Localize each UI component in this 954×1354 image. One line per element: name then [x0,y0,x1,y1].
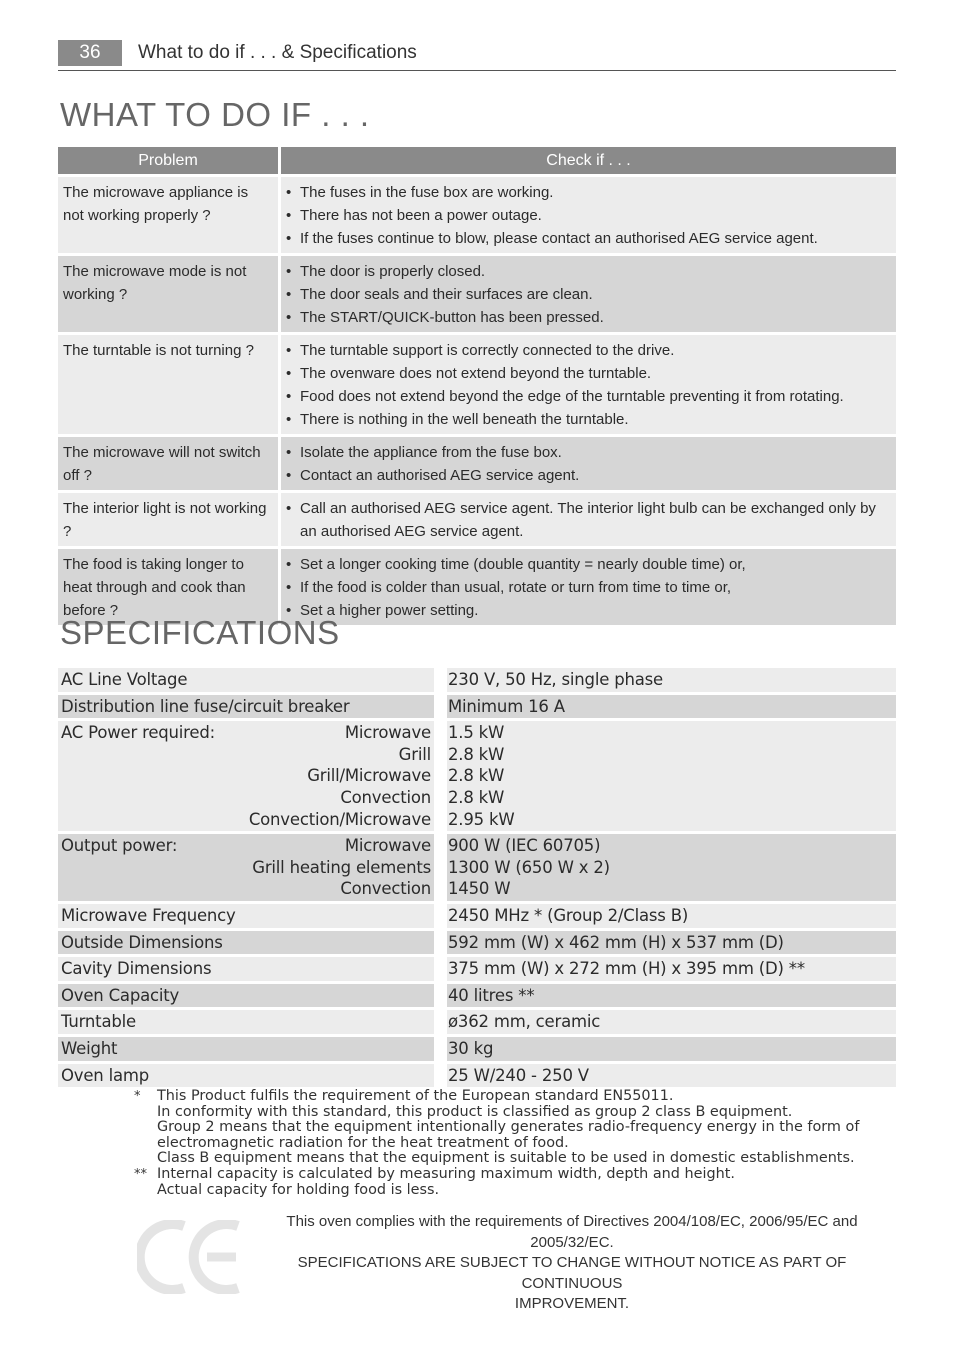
footnote-mark: * [134,1089,141,1104]
spec-label: AC Power required: [61,723,215,743]
spec-value: 30 kg [441,1035,897,1062]
footnote-line: This Product fulfils the requirement of the European standard EN55011. [157,1088,674,1104]
specifications-table [58,668,896,1087]
spec-row [58,1062,896,1087]
spec-row [58,720,896,833]
spec-row [58,1035,896,1062]
spec-value: 230 V, 50 Hz, single phase [441,668,897,693]
spec-value: 2.8 kW [448,787,505,807]
footnote-single [134,1089,874,1167]
spec-value: 2.8 kW [448,744,505,764]
compliance-line: IMPROVEMENT. [514,1295,630,1312]
mode-list [249,722,431,830]
check-item: • Set a longer cooking time (double quantity = nearly double time) or, [286,553,891,576]
footnote-line: Group 2 means that the equipment intentionally generates radio-frequency energy in the form of [157,1119,860,1136]
spec-value: 2.8 kW [448,766,505,786]
spec-row [58,693,896,720]
check-item: • The fuses in the fuse box are working. [286,181,891,204]
check-item: • Food does not extend beyond the edge of the turntable preventing it from rotating. [286,385,891,408]
footnote-line: electromagnetic radiation for the heat treatment of food. [157,1134,569,1151]
problem-cell: The microwave mode is not working ? [58,255,280,334]
what-to-do-heading: WHAT TO DO IF . . . [60,96,370,133]
compliance-line: 2005/32/EC. [530,1233,614,1251]
check-cell [280,334,897,436]
spec-label: Distribution line fuse/circuit breaker [58,693,441,720]
spec-value: ø362 mm, ceramic [441,1009,897,1036]
spec-value: Minimum 16 A [441,693,897,720]
check-cell [280,176,897,255]
check-item: • Isolate the appliance from the fuse box. [286,441,891,464]
footnote-line: Actual capacity for holding food is less. [157,1181,440,1198]
check-item: • There has not been a power outage. [286,204,891,227]
spec-value: 375 mm (W) x 272 mm (H) x 395 mm (D) ** [441,956,897,983]
specifications-heading: SPECIFICATIONS [60,614,340,651]
check-cell [280,436,897,492]
spec-label: Microwave Frequency [58,902,441,929]
mode-label: Grill [398,744,431,764]
page-number: 36 [58,40,122,66]
spec-label: AC Line Voltage [58,668,441,693]
column-header-problem: Problem [58,147,280,176]
troubleshooting-table [58,147,896,625]
spec-label: Weight [58,1035,441,1062]
problem-cell: The microwave will not switch off ? [58,436,280,492]
table-row [58,334,896,436]
mode-list [252,835,431,900]
table-row [58,436,896,492]
check-item: • Set a higher power setting. [286,599,891,622]
mode-label: Microwave [344,723,431,743]
spec-row [58,956,896,983]
check-item: • The START/QUICK-button has been pressed. [286,306,891,329]
mode-label: Convection/Microwave [248,809,431,829]
spec-row [58,902,896,929]
spec-label: Cavity Dimensions [58,956,441,983]
footnotes [134,1089,874,1198]
spec-value: 1450 W [448,879,511,899]
check-cell [280,255,897,334]
spec-value: 1300 W (650 W x 2) [448,857,610,877]
spec-value: 900 W (IEC 60705) [448,836,601,856]
check-item: • Call an authorised AEG service agent. The interior light bulb can be exchanged only by an authorised AEG service agent. [286,497,891,543]
footnote-mark: ** [134,1166,147,1182]
footnote-line: Class B equipment means that the equipment is suitable to be used in domestic establishments. [157,1150,855,1167]
check-item: • If the food is colder than usual, rotate or turn from time to time or, [286,576,891,599]
page-header [58,40,896,71]
header-title: What to do if . . . & Specifications [138,42,417,63]
spec-label-group [58,720,441,833]
check-cell [280,492,897,548]
check-item: • There is nothing in the well beneath the turntable. [286,408,891,431]
spec-row [58,929,896,956]
table-row [58,492,896,548]
spec-row [58,982,896,1009]
compliance-line: SPECIFICATIONS ARE SUBJECT TO CHANGE WITHOUT NOTICE AS PART OF CONTINUOUS [297,1254,847,1292]
footnote-body [157,1089,859,1167]
footnote-double [134,1167,874,1198]
footnote-line: In conformity with this standard, this product is classified as group 2 class B equipment. [157,1103,793,1120]
check-item: • The turntable support is correctly connected to the drive. [286,339,891,362]
problem-cell: The microwave appliance is not working properly ? [58,176,280,255]
table-row [58,255,896,334]
check-cell [280,548,897,626]
check-item: • The ovenware does not extend beyond the turntable. [286,362,891,385]
ce-mark-icon [137,1220,241,1294]
spec-label-group [58,833,441,903]
spec-label: Turntable [58,1009,441,1036]
spec-label: Outside Dimensions [58,929,441,956]
spec-value: 2450 MHz * (Group 2/Class B) [441,902,897,929]
spec-value-group [441,720,897,833]
spec-value: 1.5 kW [448,723,505,743]
spec-value: 2.95 kW [448,809,515,829]
table-row [58,176,896,255]
check-item: • The door is properly closed. [286,260,891,283]
problem-cell: The food is taking longer to heat through and cook than before ? [58,548,280,626]
compliance-line: This oven complies with the requirements of Directives 2004/108/EC, 2006/95/EC and [286,1213,858,1230]
spec-row [58,833,896,903]
mode-label: Grill/Microwave [307,766,431,786]
spec-label: Oven Capacity [58,982,441,1009]
column-header-check: Check if . . . [280,147,897,176]
footnote-body [157,1167,735,1198]
spec-value: 25 W/240 - 250 V [441,1062,897,1087]
mode-label: Convection [340,787,431,807]
spec-value-group [441,833,897,903]
problem-cell: The interior light is not working ? [58,492,280,548]
spec-row [58,668,896,693]
spec-value: 592 mm (W) x 462 mm (H) x 537 mm (D) [441,929,897,956]
check-item: • The door seals and their surfaces are clean. [286,283,891,306]
check-item: • Contact an authorised AEG service agent. [286,464,891,487]
spec-value: 40 litres ** [441,982,897,1009]
mode-label: Microwave [344,836,431,856]
mode-label: Convection [340,879,431,899]
problem-cell: The turntable is not turning ? [58,334,280,436]
footnote-line: Internal capacity is calculated by measuring maximum width, depth and height. [157,1165,735,1182]
compliance-statement [262,1212,882,1315]
spec-label: Oven lamp [58,1062,441,1087]
mode-label: Grill heating elements [252,857,431,877]
spec-row [58,1009,896,1036]
spec-label: Output power: [61,836,178,856]
check-item: • If the fuses continue to blow, please contact an authorised AEG service agent. [286,227,891,250]
